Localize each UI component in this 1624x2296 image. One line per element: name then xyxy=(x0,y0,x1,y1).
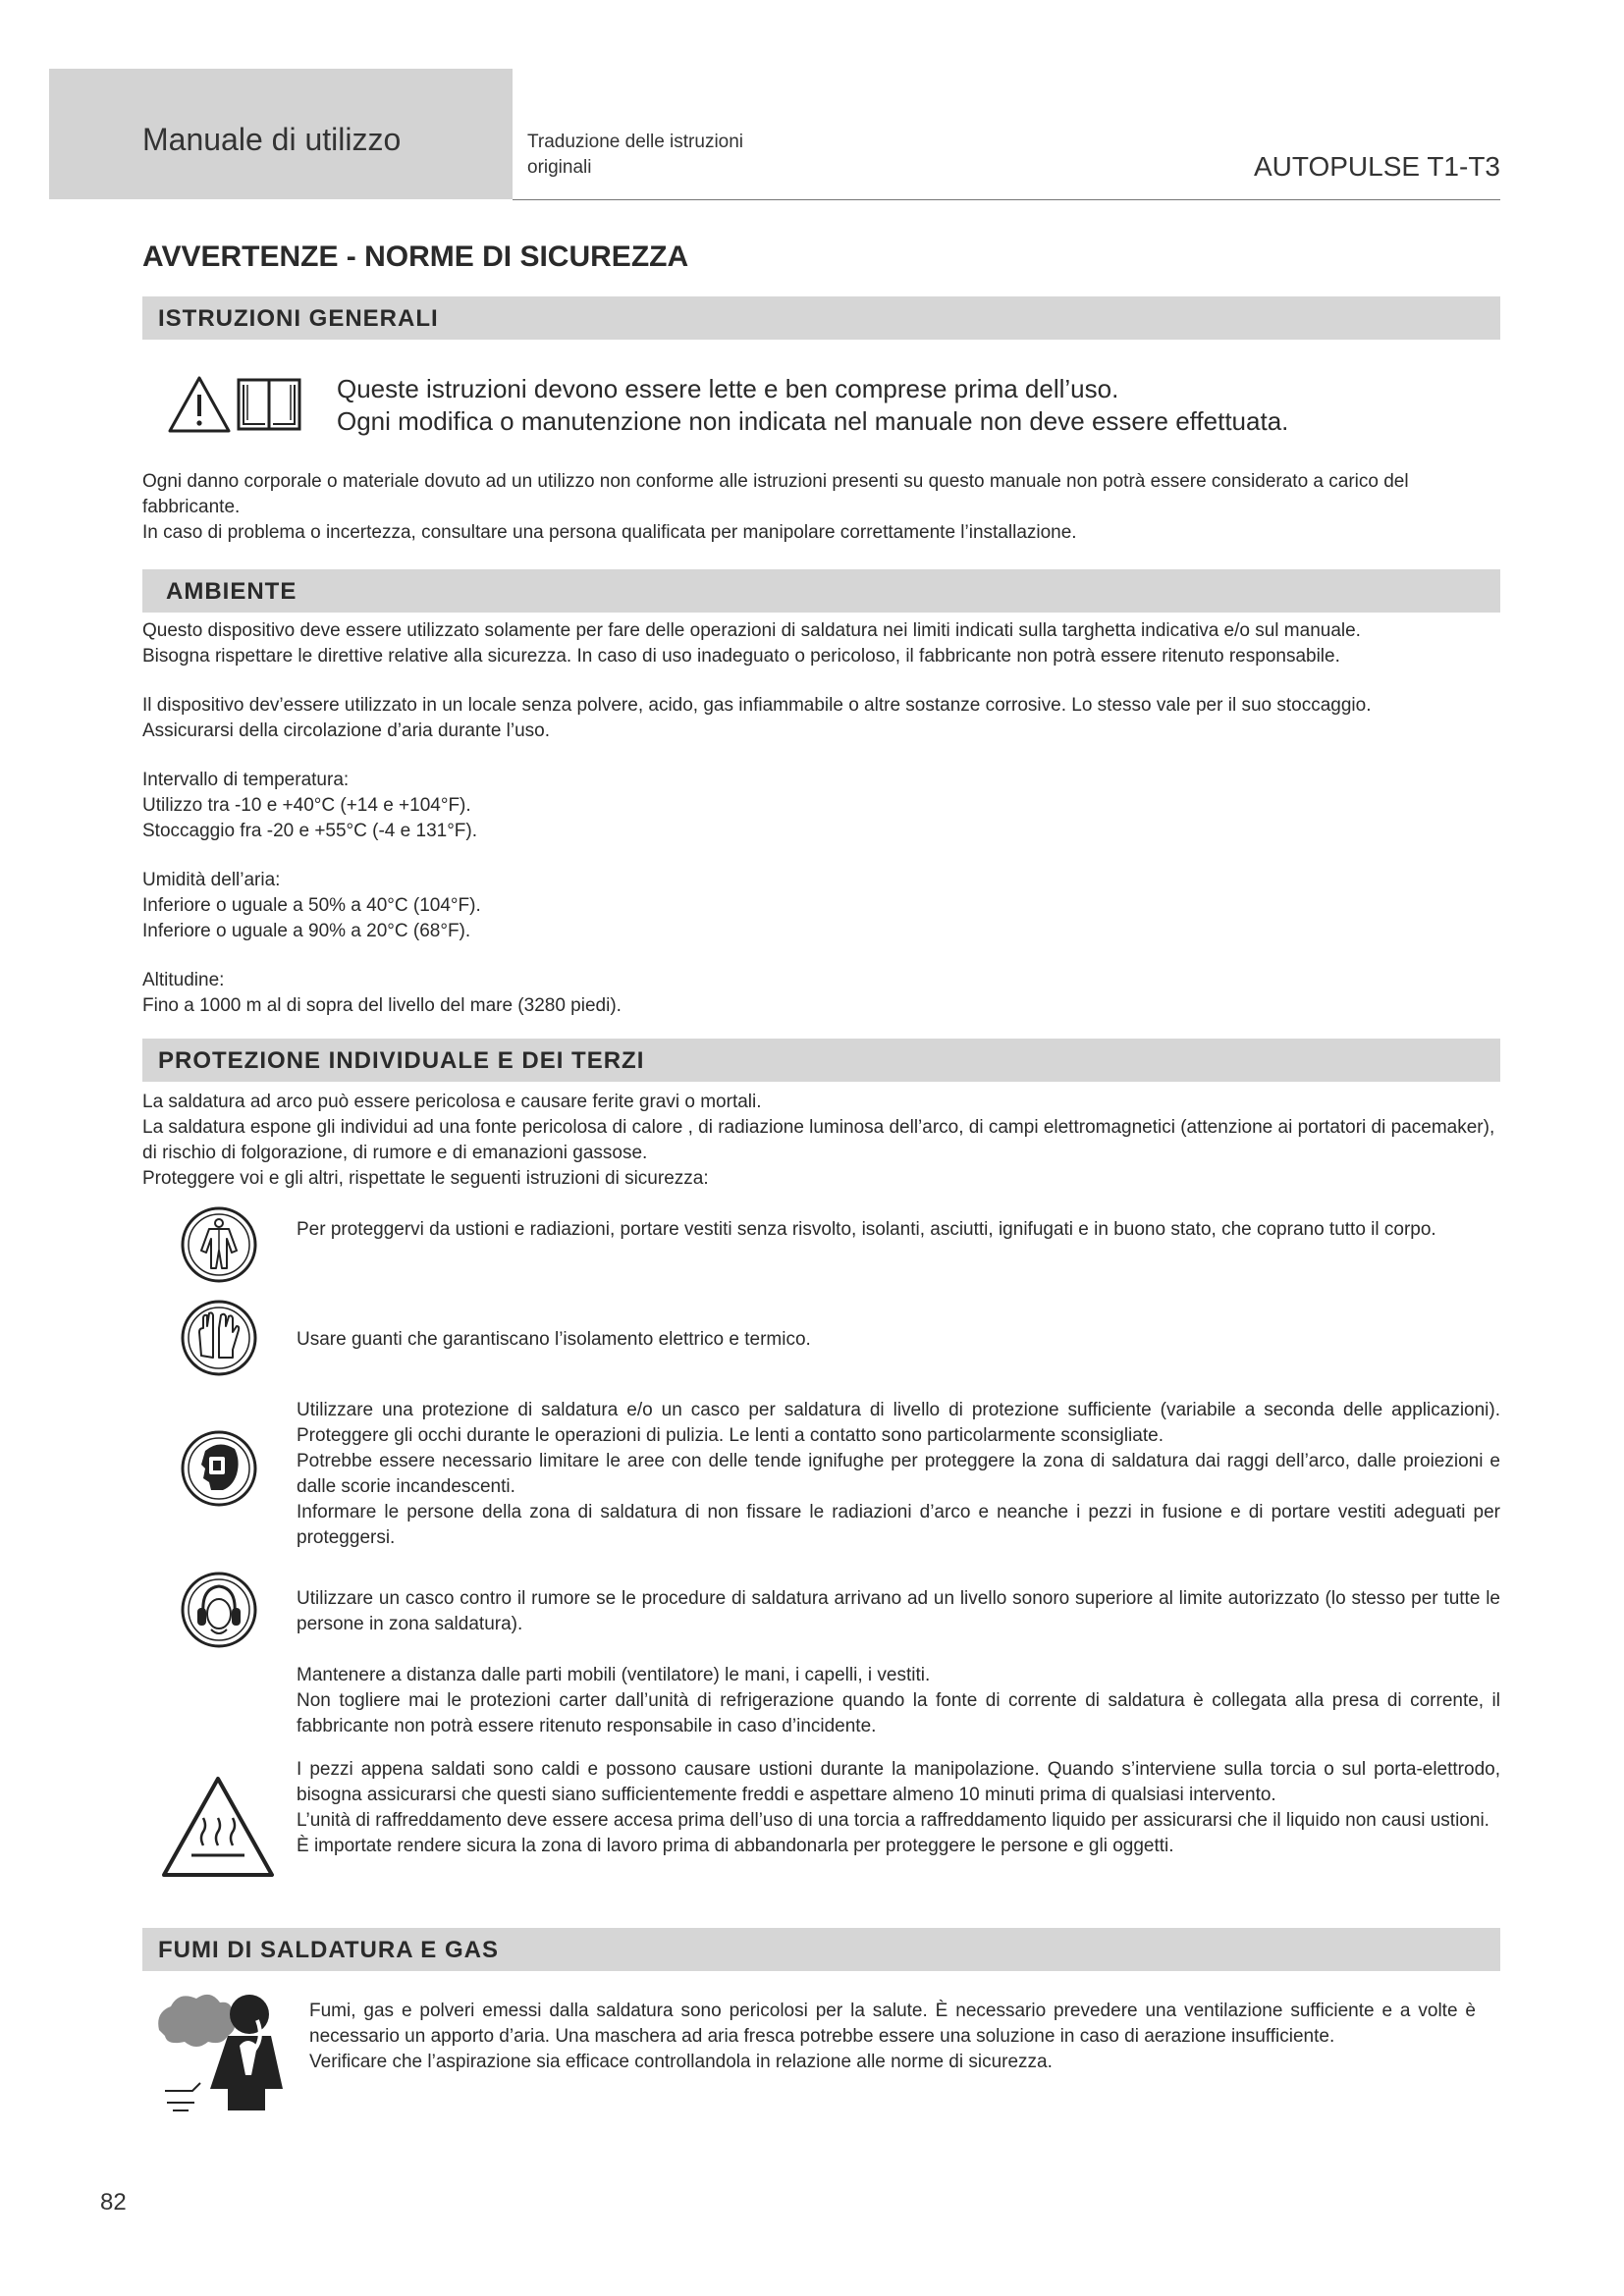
temperature-use: Utilizzo tra -10 e +40°C (+14 e +104°F). xyxy=(142,795,471,816)
section-bar-general xyxy=(142,296,1500,340)
subtitle-line-2: originali xyxy=(527,157,592,178)
humidity-value-2: Inferiore o uguale a 90% a 20°C (68°F). xyxy=(142,921,471,941)
subtitle-line-1: Traduzione delle istruzioni xyxy=(527,132,744,152)
page-number: 82 xyxy=(100,2189,127,2216)
general-callout xyxy=(337,373,1495,438)
protective-gloves-icon xyxy=(180,1299,258,1382)
fumes-text xyxy=(309,1999,1476,2075)
protection-intro-1: La saldatura ad arco può essere pericolosa e causare ferite gravi o mortali. xyxy=(142,1092,762,1112)
hot-surface-icon xyxy=(160,1775,276,1884)
humidity-value-1: Inferiore o uguale a 50% a 40°C (104°F). xyxy=(142,895,481,916)
altitude-label: Altitudine: xyxy=(142,970,225,990)
face-text-2: Potrebbe essere necessario limitare le aree con delle tende ignifughe per proteggere la zona di saldatura dai raggi dell’arco, dalle proiezioni e dalle scorie incandescenti. xyxy=(297,1451,1500,1497)
hot-text-3: È importate rendere sicura la zona di lavoro prima di abbandonarla per proteggere le persone e gli oggetti. xyxy=(297,1836,1174,1856)
section-heading-general: ISTRUZIONI GENERALI xyxy=(158,305,439,332)
clothing-text: Per proteggervi da ustioni e radiazioni, portare vestiti senza risvolto, isolanti, asciutti, ignifugati e in buono stato, che coprano tutto il corpo. xyxy=(297,1219,1436,1240)
temperature-storage: Stoccaggio fra -20 e +55°C (-4 e 131°F). xyxy=(142,821,478,841)
hot-text-2: L’unità di raffreddamento deve essere accesa prima dell’uso di una torcia a raffreddamento liquido per assicurarsi che il liquido non causi ustioni. xyxy=(297,1810,1489,1831)
environment-usage xyxy=(142,618,1500,669)
section-bar-environment xyxy=(142,569,1500,613)
ear-protection-icon xyxy=(180,1571,258,1654)
protection-intro xyxy=(142,1090,1500,1192)
environment-text-3: Il dispositivo dev’essere utilizzato in un locale senza polvere, acido, gas infiammabile o altre sostanze corrosive. Lo stesso vale per il suo stoccaggio. xyxy=(142,695,1372,716)
face-shield-icon xyxy=(180,1429,258,1513)
ear-protection-text: Utilizzare un casco contro il rumore se le procedure di saldatura arrivano ad un livello sonoro superiore al limite autorizzato (lo stesso per tutte le persone in zona saldatura). xyxy=(297,1588,1500,1634)
header-subtitle xyxy=(527,130,822,181)
moving-parts-text-2: Non togliere mai le protezioni carter dall’unità di refrigerazione quando la fonte di corrente di saldatura è collegata alla presa di corrente, il fabbricante non potrà essere ritenuto responsabile in caso d’incidente. xyxy=(297,1690,1500,1736)
general-para-1: Ogni danno corporale o materiale dovuto ad un utilizzo non conforme alle istruzioni presenti su questo manuale non potrà essere considerato a carico del fabbricante. xyxy=(142,471,1409,517)
section-bar-fumes xyxy=(142,1928,1500,1971)
humidity-label: Umidità dell’aria: xyxy=(142,870,281,890)
environment-text-2: Bisogna rispettare le direttive relative alla sicurezza. In caso di uso inadeguato o pericoloso, il fabbricante non potrà essere ritenuto responsabile. xyxy=(142,646,1340,667)
header-divider xyxy=(513,199,1500,200)
environment-text-1: Questo dispositivo deve essere utilizzato solamente per fare delle operazioni di saldatura nei limiti indicati sulla targhetta indicativa e/o sul manuale. xyxy=(142,620,1361,641)
product-name: AUTOPULSE T1-T3 xyxy=(1253,151,1500,182)
moving-parts-text xyxy=(297,1663,1500,1739)
environment-location xyxy=(142,693,1500,744)
protection-intro-3: Proteggere voi e gli altri, rispettate le seguenti istruzioni di sicurezza: xyxy=(142,1168,709,1189)
temperature-label: Intervallo di temperatura: xyxy=(142,770,350,790)
section-heading-fumes: FUMI DI SALDATURA E GAS xyxy=(158,1937,499,1963)
face-text-3: Informare le persone della zona di saldatura di non fissare le radiazioni d’arco e neanche i pezzi in fusione e di portare vestiti adeguati per proteggersi. xyxy=(297,1502,1500,1548)
manual-book-icon xyxy=(236,377,302,437)
callout-line-1: Queste istruzioni devono essere lette e ben comprese prima dell’uso. xyxy=(337,374,1119,403)
fumes-text-1: Fumi, gas e polveri emessi dalla saldatura sono pericolosi per la salute. È necessario prevedere una ventilazione sufficiente e a volte è necessario un apporto d’aria. Una maschera ad aria fresca potrebbe essere una soluzione in caso di aerazione insufficiente. xyxy=(309,2001,1476,2047)
altitude-value: Fino a 1000 m al di sopra del livello del mare (3280 piedi). xyxy=(142,995,622,1016)
moving-parts-text-1: Mantenere a distanza dalle parti mobili (ventilatore) le mani, i capelli, i vestiti. xyxy=(297,1665,931,1685)
humidity-range xyxy=(142,868,1500,944)
protection-intro-2: La saldatura espone gli individui ad una fonte pericolosa di calore , di radiazione luminosa dell’arco, di campi elettromagnetici (attenzione ai portatori di pacemaker), di rischio di folgorazione, di rumore e di emanazioni gassose. xyxy=(142,1117,1495,1163)
warning-icon xyxy=(167,375,232,439)
welding-fumes-icon xyxy=(149,1981,297,2123)
general-paragraph xyxy=(142,469,1500,546)
altitude-range xyxy=(142,968,1500,1019)
section-heading-protection: PROTEZIONE INDIVIDUALE E DEI TERZI xyxy=(158,1047,645,1074)
protective-clothing-icon xyxy=(180,1205,258,1289)
face-text-1: Utilizzare una protezione di saldatura e/o un casco per saldatura di livello di protezione sufficiente (variabile a seconda delle applicazioni). Proteggere gli occhi durante le operazioni di pulizia. Le lenti a contatto sono particolarmente sconsigliate. xyxy=(297,1400,1500,1446)
face-protection-text xyxy=(297,1398,1500,1551)
environment-text-4: Assicurarsi della circolazione d’aria durante l’uso. xyxy=(142,721,551,741)
fumes-text-2: Verificare che l’aspirazione sia efficace controllandola in relazione alle norme di sicurezza. xyxy=(309,2052,1053,2072)
section-bar-protection xyxy=(142,1039,1500,1082)
temperature-range xyxy=(142,768,1500,844)
hot-text-1: I pezzi appena saldati sono caldi e possono causare ustioni durante la manipolazione. Quando s’interviene sulla torcia o sul porta-elettrodo, bisogna assicurarsi che questi siano sufficientemente freddi e aspettare almeno 10 minuti prima di qualsiasi intervento. xyxy=(297,1759,1500,1805)
general-para-2: In caso di problema o incertezza, consultare una persona qualificata per manipolare correttamente l’installazione. xyxy=(142,522,1077,543)
gloves-text: Usare guanti che garantiscano l’isolamento elettrico e termico. xyxy=(297,1329,811,1350)
callout-line-2: Ogni modifica o manutenzione non indicata nel manuale non deve essere effettuata. xyxy=(337,406,1289,436)
manual-title: Manuale di utilizzo xyxy=(142,122,402,157)
hot-surface-text xyxy=(297,1757,1500,1859)
section-heading-environment: AMBIENTE xyxy=(166,578,298,605)
page-title: AVVERTENZE - NORME DI SICUREZZA xyxy=(142,240,689,273)
